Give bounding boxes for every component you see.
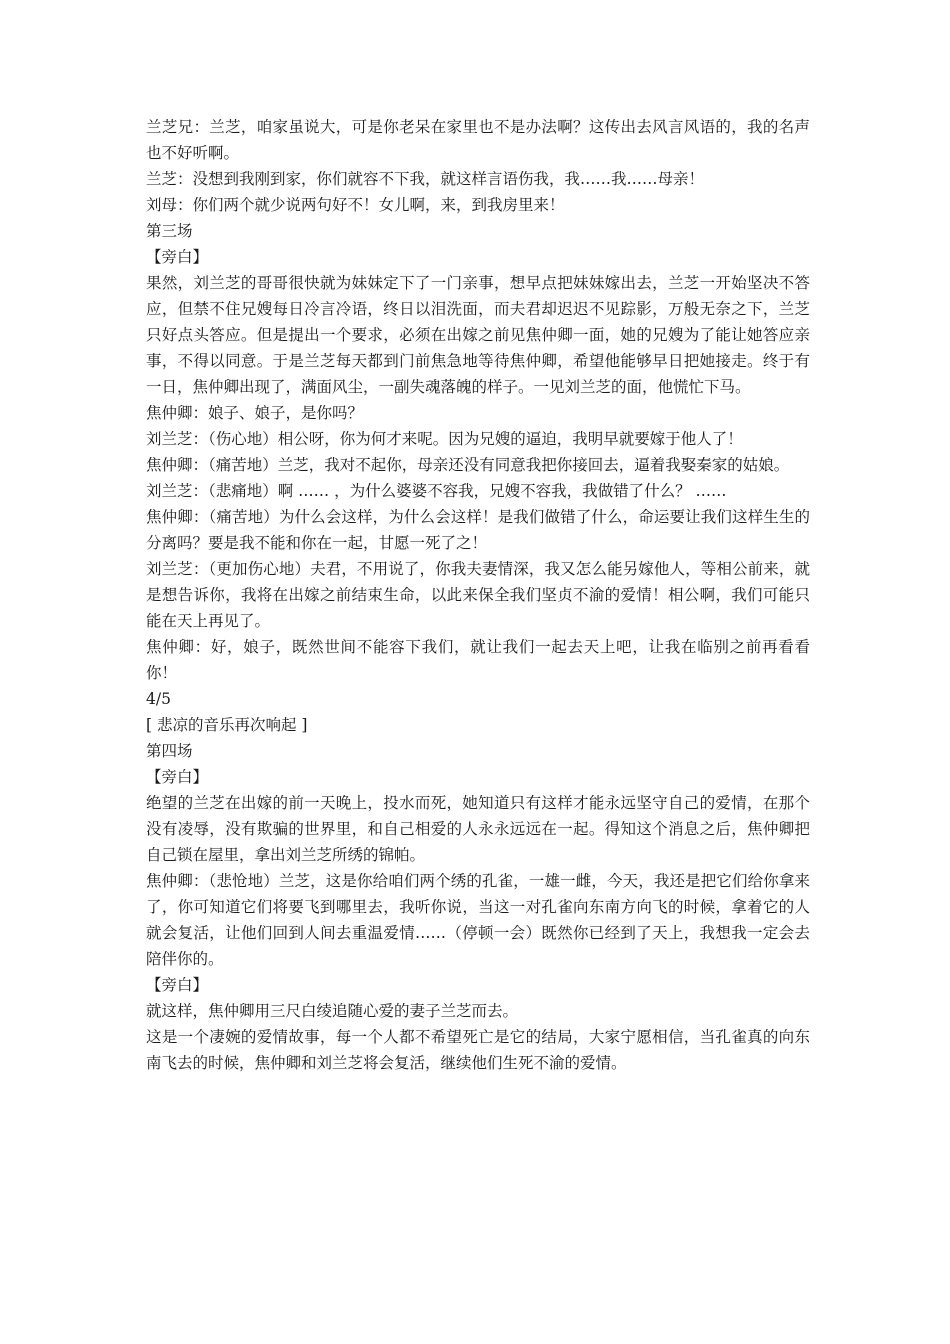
dialogue-line: 兰芝兄：兰芝，咱家虽说大，可是你老呆在家里也不是办法啊？这传出去风言风语的，我的名声也不好听啊。 bbox=[146, 118, 810, 162]
narration-paragraph: 果然，刘兰芝的哥哥很快就为妹妹定下了一门亲事，想早点把妹妹嫁出去，兰芝一开始坚决不答应，但禁不住兄嫂每日冷言冷语，终日以泪洗面，而夫君却迟迟不见踪影，万般无奈之下，兰芝只好点头答应。但是提出一个要求，必须在出嫁之前见焦仲卿一面，她的兄嫂为了能让她答应亲事，不得以同意。于是兰芝每天都到门前焦急地等待焦仲卿，希望他能够早日把她接走。终于有一日，焦仲卿出现了，满面风尘，一副失魂落魄的样子。一见刘兰芝的面，他慌忙下马。 bbox=[146, 274, 810, 396]
dialogue-line: 焦仲卿：（痛苦地）兰芝，我对不起你，母亲还没有同意我把你接回去，逼着我娶秦家的姑娘。 bbox=[146, 456, 790, 474]
narration-label: 【旁白】 bbox=[146, 976, 209, 994]
narration-paragraph: 就这样，焦仲卿用三尺白绫追随心爱的妻子兰芝而去。 bbox=[146, 1002, 519, 1020]
dialogue-line: 刘兰芝：（伤心地）相公呀，你为何才来呢。因为兄嫂的逼迫，我明早就要嫁于他人了！ bbox=[146, 430, 743, 448]
scene-heading: 第三场 bbox=[146, 222, 193, 240]
dialogue-line: 刘兰芝：（更加伤心地）夫君，不用说了，你我夫妻情深，我又怎么能另嫁他人，等相公前来，就是想告诉你，我将在出嫁之前结束生命，以此来保全我们坚贞不渝的爱情！相公啊，我们可能只能在天上再见了。 bbox=[146, 560, 810, 630]
dialogue-line: 刘母：你们两个就少说两句好不！女儿啊，来，到我房里来！ bbox=[146, 196, 565, 214]
dialogue-line: 焦仲卿：（悲怆地）兰芝，这是你给咱们两个绣的孔雀，一雄一雌，今天，我还是把它们给你拿来了，你可知道它们将要飞到哪里去，我听你说，当这一对孔雀向东南方向飞的时候，拿着它的人就会复活，让他们回到人间去重温爱情……（停顿一会）既然你已经到了天上，我想我一定会去陪伴你的。 bbox=[146, 872, 810, 968]
page-number: 4/5 bbox=[146, 690, 171, 708]
dialogue-line: 焦仲卿：（痛苦地）为什么会这样，为什么会这样！是我们做错了什么，命运要让我们这样生生的分离吗？要是我不能和你在一起，甘愿一死了之！ bbox=[146, 508, 810, 552]
dialogue-line: 兰芝：没想到我刚到家，你们就容不下我，就这样言语伤我，我……我……母亲！ bbox=[146, 170, 705, 188]
dialogue-line: 焦仲卿：娘子、娘子，是你吗？ bbox=[146, 404, 364, 422]
narration-label: 【旁白】 bbox=[146, 768, 209, 786]
stage-direction: [ 悲凉的音乐再次响起 ] bbox=[146, 716, 308, 734]
dialogue-line: 刘兰芝：（悲痛地）啊 …… ，为什么婆婆不容我，兄嫂不容我，我做错了什么？ …… bbox=[146, 482, 727, 500]
scene-heading: 第四场 bbox=[146, 742, 193, 760]
dialogue-line: 焦仲卿：好，娘子，既然世间不能容下我们，就让我们一起去天上吧，让我在临别之前再看看你！ bbox=[146, 638, 810, 682]
narration-paragraph: 这是一个凄婉的爱情故事，每一个人都不希望死亡是它的结局，大家宁愿相信，当孔雀真的向东南飞去的时候，焦仲卿和刘兰芝将会复活，继续他们生死不渝的爱情。 bbox=[146, 1028, 810, 1072]
document-body bbox=[146, 114, 810, 1076]
narration-label: 【旁白】 bbox=[146, 248, 209, 266]
narration-paragraph: 绝望的兰芝在出嫁的前一天晚上，投水而死，她知道只有这样才能永远坚守自己的爱情，在那个没有凌辱，没有欺骗的世界里，和自己相爱的人永永远远在一起。得知这个消息之后，焦仲卿把自己锁在屋里，拿出刘兰芝所绣的锦帕。 bbox=[146, 794, 810, 864]
